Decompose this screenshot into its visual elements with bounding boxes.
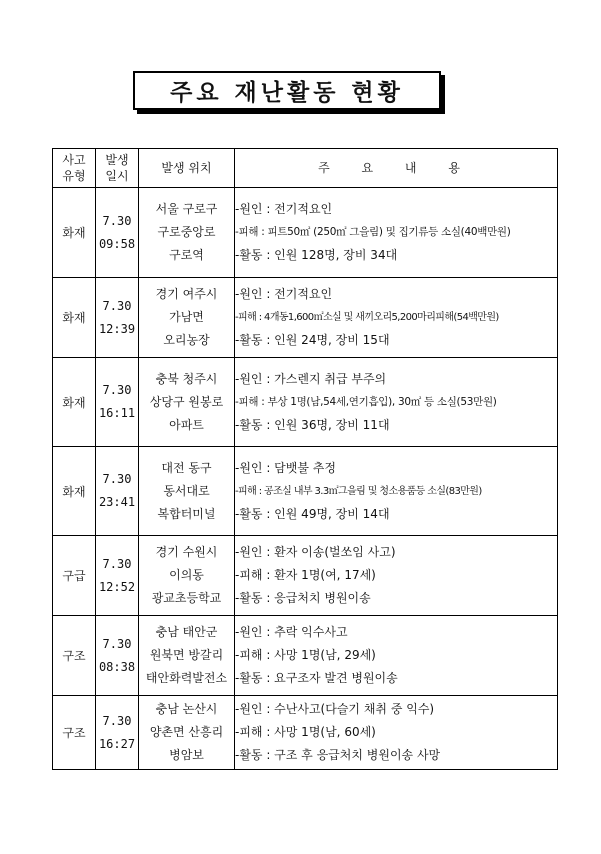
- row-content: [235, 696, 558, 770]
- row-datetime: [96, 616, 139, 696]
- row-cause: -원인 : 전기적요인: [235, 287, 333, 301]
- location-line: 구로역: [169, 248, 204, 262]
- table-row: [53, 536, 558, 616]
- row-location: [139, 696, 235, 770]
- row-datetime: [96, 358, 139, 447]
- location-line: 충남 태안군: [155, 625, 218, 639]
- location-line: 원북면 방갈리: [149, 648, 224, 662]
- row-activity: -활동 : 요구조자 발견 병원이송: [235, 671, 398, 685]
- row-date: 7.30: [102, 636, 132, 651]
- row-damage: -피해 : 피트50㎡ (250㎡ 그을림) 및 집기류등 소실(40백만원): [235, 226, 511, 238]
- row-time: 08:38: [98, 659, 136, 674]
- row-content: [235, 536, 558, 616]
- header-type: [53, 149, 96, 188]
- row-cause: -원인 : 수난사고(다슬기 채취 중 익수): [235, 702, 435, 716]
- location-line: 상당구 원봉로: [149, 394, 224, 409]
- row-cause: -원인 : 전기적요인: [235, 202, 333, 216]
- row-content: [235, 616, 558, 696]
- title-frame: [133, 71, 445, 114]
- location-line: 서울 구로구: [155, 202, 218, 216]
- row-type: 구조: [53, 696, 96, 770]
- table-row: [53, 447, 558, 536]
- row-datetime: [96, 278, 139, 358]
- page-title: 주요 재난활동 현황: [133, 71, 441, 110]
- table-row: [53, 188, 558, 278]
- row-damage: -피해 : 사망 1명(남, 60세): [235, 725, 376, 739]
- row-time: 12:39: [98, 321, 136, 336]
- row-content: [235, 358, 558, 447]
- row-location: [139, 447, 235, 536]
- row-location: [139, 616, 235, 696]
- row-time: 12:52: [98, 579, 136, 594]
- row-damage: -피해 : 4개동1,600㎡소실 및 새끼오리5,200마리피해(54백만원): [235, 312, 499, 323]
- row-content: [235, 278, 558, 358]
- row-type: 화재: [53, 358, 96, 447]
- location-line: 경기 여주시: [155, 287, 218, 301]
- location-line: 대전 동구: [161, 460, 212, 475]
- location-line: 구로중앙로: [157, 225, 216, 239]
- row-cause: -원인 : 가스렌지 취급 부주의: [235, 371, 387, 386]
- location-line: 병암보: [169, 748, 204, 762]
- location-line: 광교초등학교: [151, 591, 222, 605]
- location-line: 충북 청주시: [155, 371, 218, 386]
- row-date: 7.30: [102, 556, 132, 571]
- row-cause: -원인 : 환자 이송(벌쏘임 사고): [235, 545, 396, 559]
- table-row: [53, 358, 558, 447]
- location-line: 가남면: [169, 310, 204, 324]
- row-location: [139, 188, 235, 278]
- location-line: 경기 수원시: [155, 545, 218, 559]
- row-date: 7.30: [102, 713, 132, 728]
- location-line: 충남 논산시: [155, 702, 218, 716]
- row-date: 7.30: [102, 213, 132, 228]
- location-line: 양촌면 산흥리: [149, 725, 224, 739]
- row-type: 화재: [53, 447, 96, 536]
- row-datetime: [96, 536, 139, 616]
- row-cause: -원인 : 추락 익수사고: [235, 625, 348, 639]
- table-header-row: [53, 149, 558, 188]
- header-time: [96, 149, 139, 188]
- location-line: 이의동: [169, 568, 204, 582]
- table-row: [53, 696, 558, 770]
- row-location: [139, 358, 235, 447]
- disaster-activity-table: [52, 148, 558, 770]
- row-activity: -활동 : 인원 24명, 장비 15대: [235, 333, 390, 347]
- row-damage: -피해 : 환자 1명(여, 17세): [235, 568, 376, 582]
- row-content: [235, 447, 558, 536]
- header-time-label: 발생 일시: [105, 153, 129, 183]
- location-line: 복합터미널: [157, 506, 216, 521]
- location-line: 아파트: [169, 417, 204, 432]
- row-damage: -피해 : 사망 1명(남, 29세): [235, 648, 376, 662]
- row-date: 7.30: [102, 298, 132, 313]
- header-location: 발생 위치: [139, 149, 235, 188]
- row-datetime: [96, 447, 139, 536]
- row-type: 화재: [53, 278, 96, 358]
- row-time: 16:27: [98, 736, 136, 751]
- row-time: 16:11: [98, 406, 136, 420]
- location-line: 태안화력발전소: [145, 671, 228, 685]
- header-type-label: 사고 유형: [62, 153, 86, 183]
- row-damage: -피해 : 공조실 내부 3.3㎡그을림 및 청소용품등 소실(83만원): [235, 485, 482, 497]
- row-location: [139, 278, 235, 358]
- row-date: 7.30: [102, 383, 132, 397]
- row-type: 구급: [53, 536, 96, 616]
- row-datetime: [96, 188, 139, 278]
- row-activity: -활동 : 구조 후 응급처치 병원이송 사망: [235, 748, 441, 762]
- location-line: 오리농장: [163, 333, 210, 347]
- row-location: [139, 536, 235, 616]
- row-activity: -활동 : 인원 49명, 장비 14대: [235, 506, 390, 521]
- row-activity: -활동 : 인원 36명, 장비 11대: [235, 417, 390, 432]
- row-time: 09:58: [98, 236, 136, 251]
- row-time: 23:41: [98, 495, 136, 509]
- row-activity: -활동 : 인원 128명, 장비 34대: [235, 248, 398, 262]
- table-row: [53, 278, 558, 358]
- row-activity: -활동 : 응급처치 병원이송: [235, 591, 371, 605]
- table-row: [53, 616, 558, 696]
- row-datetime: [96, 696, 139, 770]
- row-cause: -원인 : 담뱃불 추정: [235, 460, 336, 475]
- header-content: 주 요 내 용: [235, 149, 558, 188]
- location-line: 동서대로: [163, 483, 210, 498]
- row-content: [235, 188, 558, 278]
- row-type: 화재: [53, 188, 96, 278]
- row-type: 구조: [53, 616, 96, 696]
- row-damage: -피해 : 부상 1명(남,54세,연기흡입), 30㎡ 등 소실(53만원): [235, 395, 497, 408]
- row-date: 7.30: [102, 472, 132, 486]
